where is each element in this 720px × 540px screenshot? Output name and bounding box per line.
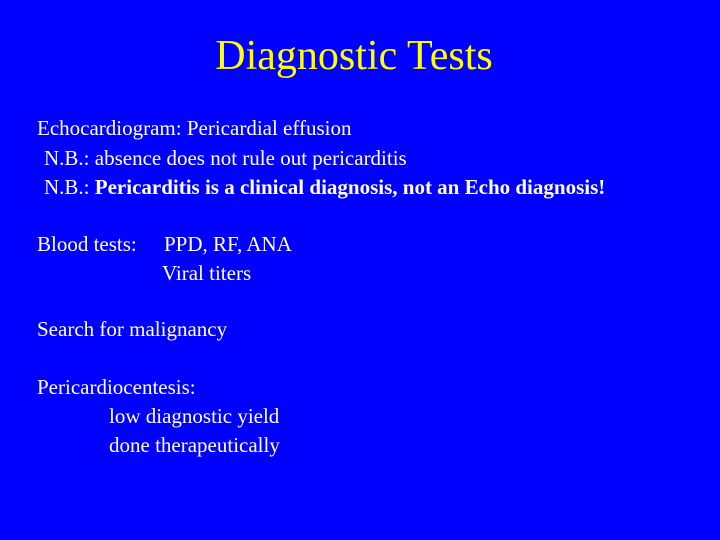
malignancy-search: Search for malignancy <box>37 317 228 341</box>
echo-note-1: N.B.: absence does not rule out pericarditis <box>44 146 407 170</box>
blood-tests-line-1: PPD, RF, ANA <box>164 232 292 256</box>
echo-heading: Echocardiogram: Pericardial effusion <box>37 116 352 140</box>
slide-title: Diagnostic Tests <box>215 33 493 79</box>
echo-note-2-emphasis: Pericarditis is a clinical diagnosis, not an Echo diagnosis! <box>94 175 606 199</box>
blood-tests-line-2: Viral titers <box>162 261 252 285</box>
pericardiocentesis-item-1: low diagnostic yield <box>109 404 280 428</box>
echo-note-2 <box>44 174 605 200</box>
echo-note-2-prefix: N.B.: <box>44 175 95 199</box>
pericardiocentesis-item-2: done therapeutically <box>109 433 280 457</box>
blood-tests-label: Blood tests: <box>37 232 137 256</box>
pericardiocentesis-heading: Pericardiocentesis: <box>37 375 196 399</box>
